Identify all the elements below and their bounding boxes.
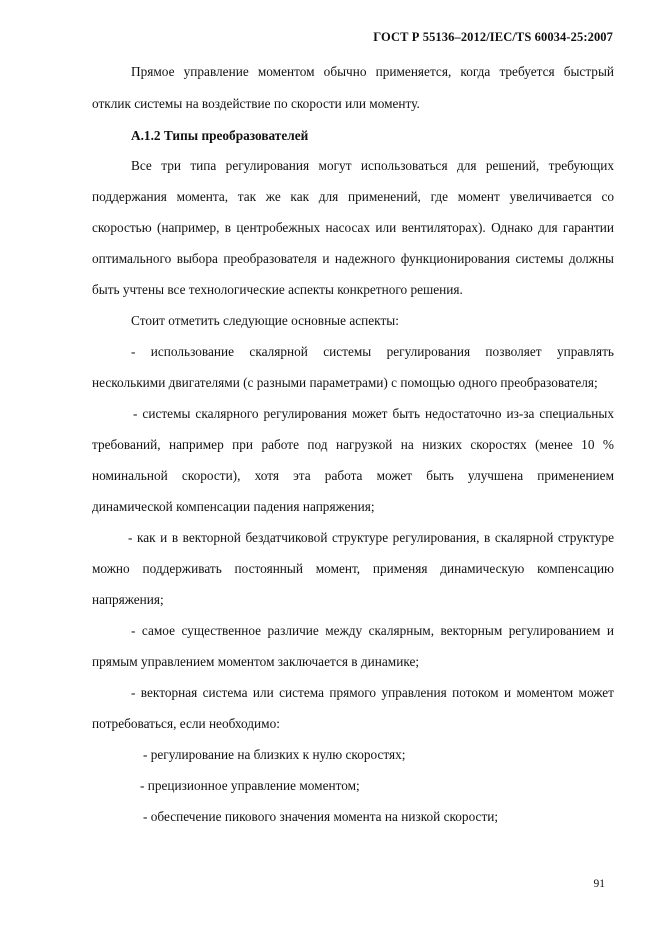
paragraph-line: Прямое управление моментом обычно применяется, когда требуется быстрый — [131, 64, 614, 79]
list-item-line: - самое существенное различие между скалярным, векторным регулированием и — [131, 623, 614, 638]
section-heading: А.1.2 Типы преобразователей — [131, 128, 309, 143]
list-item-line: - как и в векторной бездатчиковой структуре регулирования, в скалярной структуре — [128, 530, 614, 545]
paragraph-line: оптимального выбора преобразователя и надежного функционирования системы должны — [92, 251, 614, 266]
list-item-line: можно поддерживать постоянный момент, применяя динамическую компенсацию — [92, 561, 614, 576]
list-item-line: динамической компенсации падения напряжения; — [92, 499, 375, 514]
sub-list-item: - регулирование на близких к нулю скоростях; — [143, 747, 406, 762]
paragraph-line: быть учтены все технологические аспекты конкретного решения. — [92, 282, 463, 297]
list-item-line: - использование скалярной системы регулирования позволяет управлять — [131, 344, 614, 359]
list-item-line: - системы скалярного регулирования может быть недостаточно из-за специальных — [133, 406, 614, 421]
list-item-line: требований, например при работе под нагрузкой на низких скоростях (менее 10 % — [92, 437, 614, 452]
list-item-line: потребоваться, если необходимо: — [92, 716, 280, 731]
sub-list-item: - обеспечение пикового значения момента на низкой скорости; — [143, 809, 499, 824]
paragraph-line: поддержания момента, так же как для применений, где момент увеличивается со — [92, 189, 614, 204]
paragraph-line: отклик системы на воздействие по скорости или моменту. — [92, 96, 420, 111]
list-item-line: номинальной скорости), хотя эта работа может быть улучшена применением — [92, 468, 614, 483]
paragraph-line: скоростью (например, в центробежных насосах или вентиляторах). Однако для гарантии — [92, 220, 614, 235]
paragraph-line: Стоит отметить следующие основные аспекты: — [131, 313, 399, 328]
sub-list-item: - прецизионное управление моментом; — [140, 778, 360, 793]
paragraph-line: Все три типа регулирования могут использоваться для решений, требующих — [131, 158, 614, 173]
document-header: ГОСТ Р 55136–2012/IEC/TS 60034-25:2007 — [373, 30, 613, 44]
list-item-line: прямым управлением моментом заключается в динамике; — [92, 654, 420, 669]
list-item-line: несколькими двигателями (с разными параметрами) с помощью одного преобразователя; — [92, 375, 598, 390]
list-item-line: - векторная система или система прямого управления потоком и моментом может — [131, 685, 614, 700]
page-number: 91 — [593, 878, 605, 890]
list-item-line: напряжения; — [92, 592, 164, 607]
